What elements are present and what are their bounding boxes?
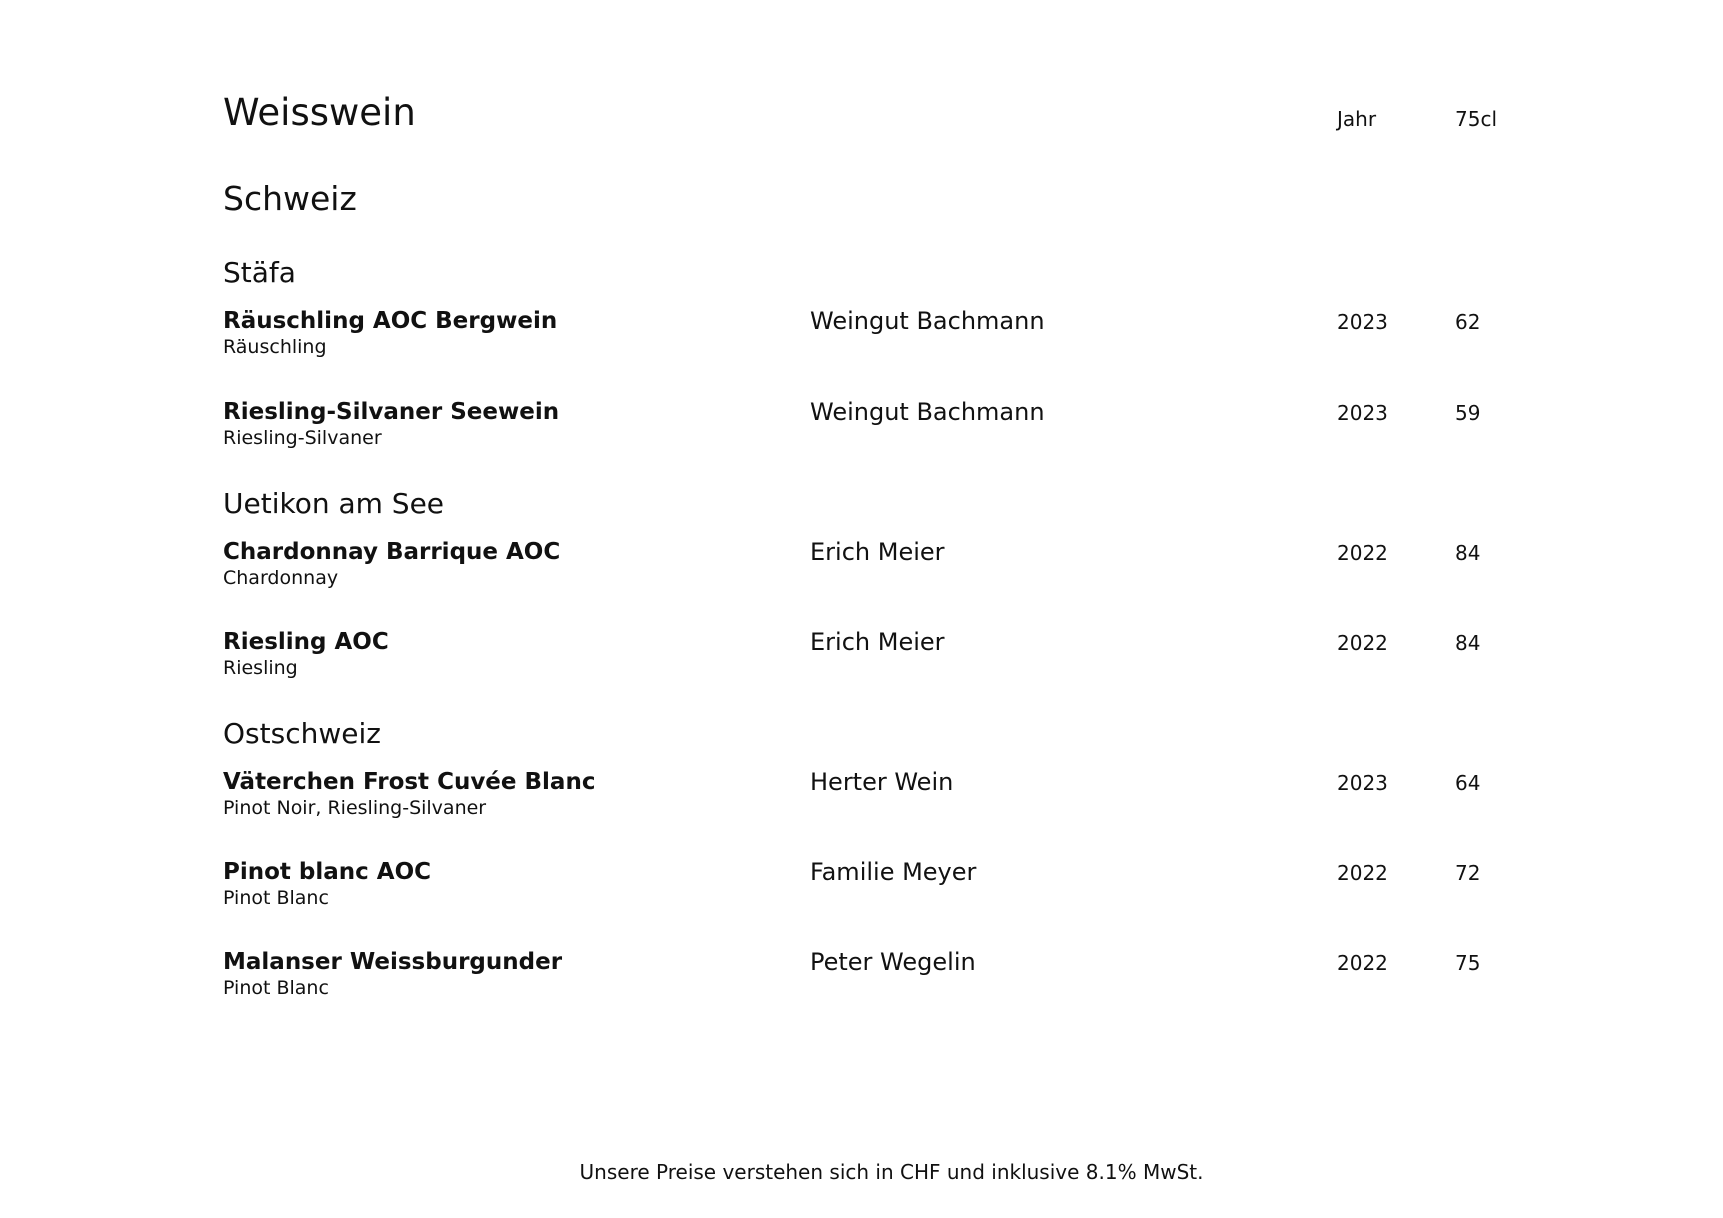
page-title: Weisswein — [223, 91, 416, 134]
wine-price: 59 — [1455, 401, 1481, 425]
region-heading: Stäfa — [223, 256, 296, 289]
wine-year: 2023 — [1337, 401, 1388, 425]
wine-producer: Weingut Bachmann — [810, 398, 1045, 426]
wine-price: 62 — [1455, 310, 1481, 334]
wine-grape: Pinot Blanc — [223, 887, 329, 909]
wine-year: 2022 — [1337, 861, 1388, 885]
wine-price: 75 — [1455, 951, 1481, 975]
wine-producer: Peter Wegelin — [810, 948, 976, 976]
wine-price: 64 — [1455, 771, 1481, 795]
price-footnote: Unsere Preise verstehen sich in CHF und inklusive 8.1% MwSt. — [579, 1160, 1204, 1184]
wine-producer: Herter Wein — [810, 768, 954, 796]
wine-name: Räuschling AOC Bergwein — [223, 308, 558, 334]
wine-grape: Riesling-Silvaner — [223, 427, 382, 449]
wine-grape: Chardonnay — [223, 567, 339, 589]
wine-name: Riesling AOC — [223, 629, 389, 655]
country-heading: Schweiz — [223, 179, 357, 218]
wine-year: 2023 — [1337, 771, 1388, 795]
region-heading: Ostschweiz — [223, 717, 381, 750]
wine-name: Väterchen Frost Cuvée Blanc — [223, 769, 596, 795]
wine-producer: Erich Meier — [810, 538, 945, 566]
wine-grape: Pinot Noir, Riesling-Silvaner — [223, 797, 487, 819]
wine-name: Pinot blanc AOC — [223, 859, 432, 885]
wine-grape: Räuschling — [223, 336, 327, 358]
wine-producer: Erich Meier — [810, 628, 945, 656]
wine-price: 72 — [1455, 861, 1481, 885]
wine-grape: Pinot Blanc — [223, 977, 329, 999]
wine-producer: Weingut Bachmann — [810, 307, 1045, 335]
wine-year: 2022 — [1337, 951, 1388, 975]
wine-price: 84 — [1455, 541, 1481, 565]
wine-price: 84 — [1455, 631, 1481, 655]
wine-name: Chardonnay Barrique AOC — [223, 539, 561, 565]
wine-year: 2022 — [1337, 541, 1388, 565]
wine-year: 2022 — [1337, 631, 1388, 655]
wine-producer: Familie Meyer — [810, 858, 977, 886]
column-header-year: Jahr — [1337, 107, 1377, 131]
wine-name: Malanser Weissburgunder — [223, 949, 563, 975]
wine-name: Riesling-Silvaner Seewein — [223, 399, 560, 425]
region-heading: Uetikon am See — [223, 487, 445, 520]
column-header-price: 75cl — [1455, 107, 1498, 131]
wine-year: 2023 — [1337, 310, 1388, 334]
wine-grape: Riesling — [223, 657, 298, 679]
